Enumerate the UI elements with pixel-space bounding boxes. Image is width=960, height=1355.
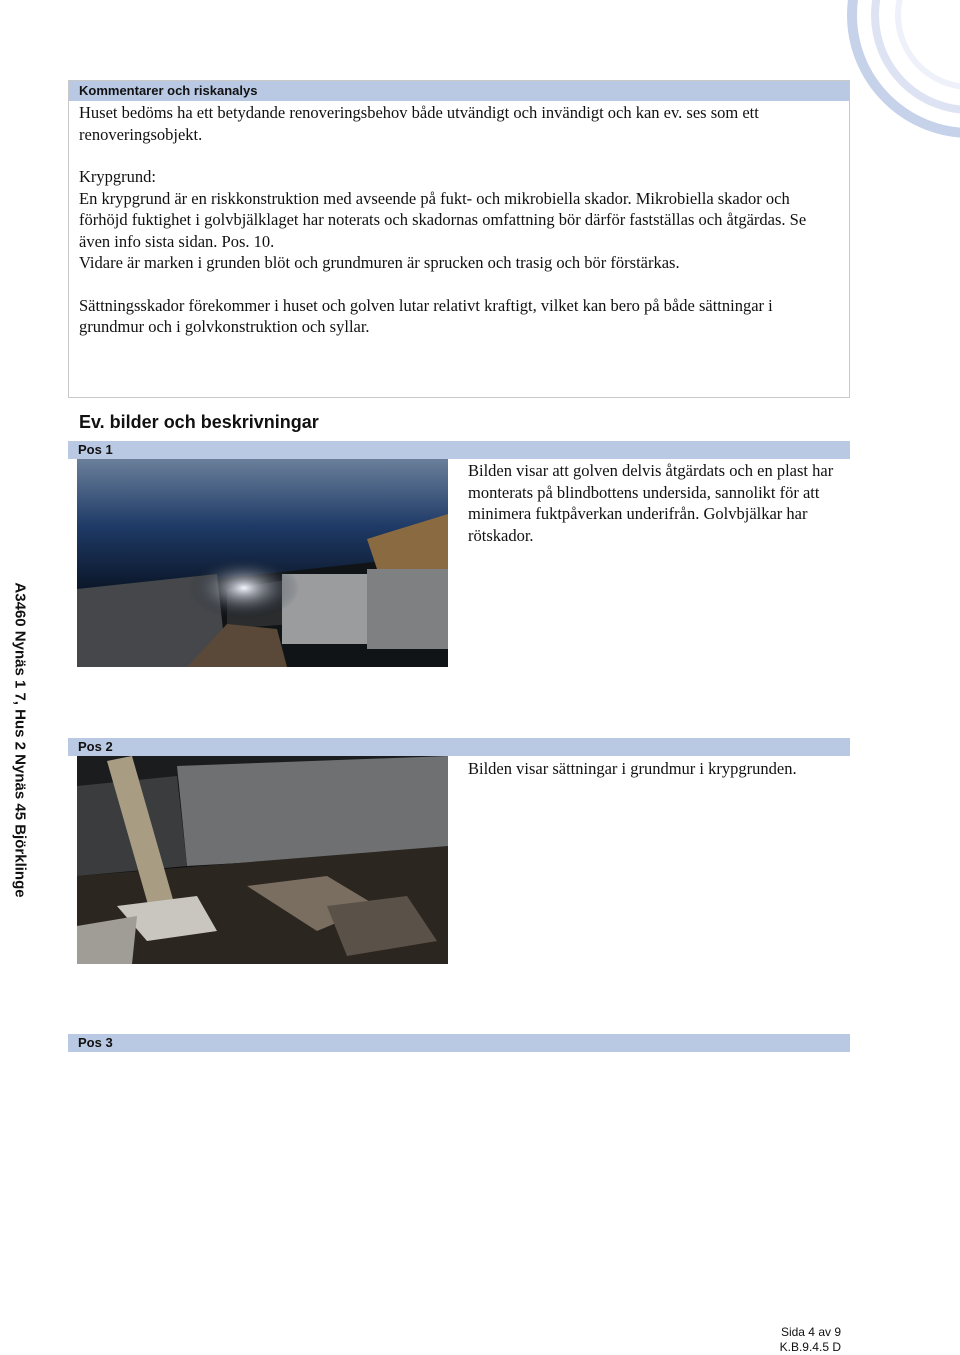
page-footer [780, 1325, 841, 1355]
page-number: Sida 4 av 9 [780, 1325, 841, 1339]
comment-box [68, 80, 850, 398]
comment-paragraph-sattning: Sättningsskador förekommer i huset och golven lutar relativt kraftigt, vilket kan bero på både sättningar i grundmur och i golvkonstruktion och syllar. [79, 295, 773, 336]
images-section-heading: Ev. bilder och beskrivningar [79, 412, 319, 432]
pos-2-description: Bilden visar sättningar i grundmur i krypgrunden. [468, 759, 797, 778]
pos-1-bar: Pos 1 [68, 441, 850, 459]
comment-section-title: Kommentarer och riskanalys [69, 81, 849, 101]
pos-1-description: Bilden visar att golven delvis åtgärdats och en plast har monterats på blindbottens undersida, sannolikt för att minimera fuktpåverkan underifrån. Golvbjälkar har rötskador. [468, 461, 834, 545]
krypgrund-heading: Krypgrund: [79, 167, 156, 186]
pos-2-bar: Pos 2 [68, 738, 850, 756]
document-code: K.B.9.4.5 D [779, 1340, 841, 1354]
comment-paragraph-renovation: Huset bedöms ha ett betydande renoveringsbehov både utvändigt och invändigt och kan ev. ses som ett renoveringsobjekt. [79, 103, 759, 144]
pos-2-photo [77, 756, 448, 964]
comment-paragraph-marken: Vidare är marken i grunden blöt och grundmuren är sprucken och trasig och bör förstärkas. [79, 253, 680, 272]
comment-paragraph-krypgrund: En krypgrund är en riskkonstruktion med avseende på fukt- och mikrobiella skador. Mikrobiella skador och förhöjd fuktighet i golvbjälklaget har noterats och skadornas omfattning bör därför fastställas och åtgärdas. Se även info sista sidan. Pos. 10. [79, 188, 807, 251]
side-document-label: A3460 Nynäs 1 7, Hus 2 Nynäs 45 Björklinge [11, 582, 29, 898]
pos-3-bar: Pos 3 [68, 1034, 850, 1052]
comment-text [69, 101, 849, 338]
pos-1-photo [77, 459, 448, 667]
